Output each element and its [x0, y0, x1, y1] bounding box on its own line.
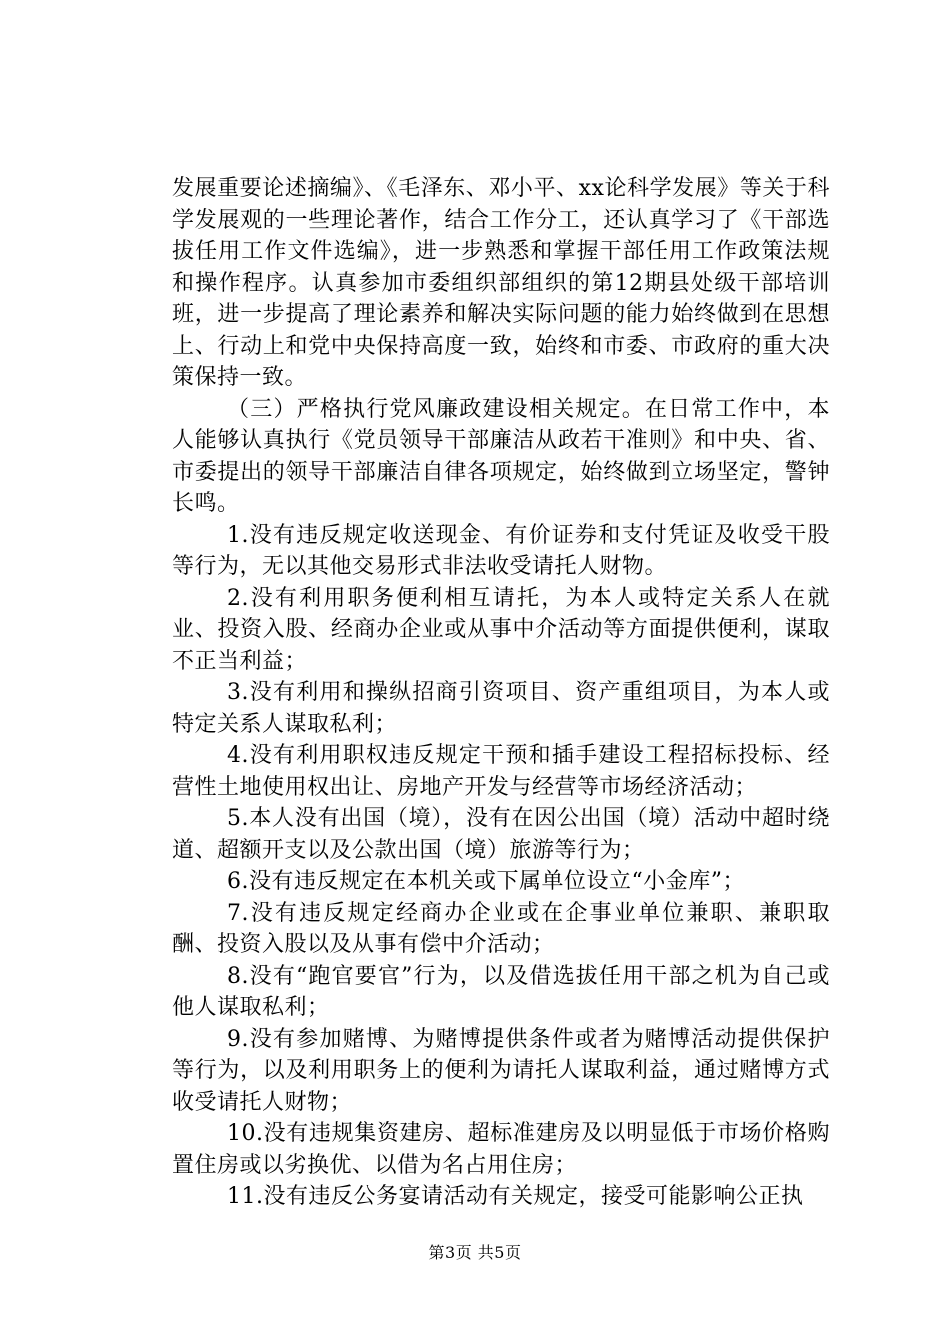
- list-item-8: 8.没有“跑官要官”行为，以及借选拔任用干部之机为自己或他人谋取私利；: [172, 963, 830, 1020]
- page-footer: 第3页 共5页: [428, 1243, 522, 1262]
- list-item-10: 10.没有违规集资建房、超标准建房及以明显低于市场价格购置住房或以劣换优、以借为名占用住房；: [172, 1121, 830, 1178]
- list-item-7: 7.没有违反规定经商办企业或在企事业单位兼职、兼职取酬、投资入股以及从事有偿中介活动；: [172, 900, 830, 957]
- list-item-3: 3.没有利用和操纵招商引资项目、资产重组项目，为本人或特定关系人谋取私利；: [172, 680, 830, 737]
- list-item-6: 6.没有违反规定在本机关或下属单位设立“小金库”；: [227, 869, 745, 894]
- body-text: [172, 173, 830, 1213]
- list-item-2: 2.没有利用职务便利相互请托，为本人或特定关系人在就业、投资入股、经商办企业或从事中介活动等方面提供便利，谋取不正当利益；: [172, 585, 830, 674]
- list-item-4: 4.没有利用职权违反规定干预和插手建设工程招标投标、经营性土地使用权出让、房地产开发与经营等市场经济活动；: [172, 743, 830, 800]
- list-item-9: 9.没有参加赌博、为赌博提供条件或者为赌博活动提供保护等行为，以及利用职务上的便利为请托人谋取利益，通过赌博方式收受请托人财物；: [172, 1026, 830, 1115]
- paragraph-section-3: （三）严格执行党风廉政建设相关规定。在日常工作中，本人能够认真执行《党员领导干部廉洁从政若干准则》和中央、省、市委提出的领导干部廉洁自律各项规定，始终做到立场坚定，警钟长鸣。: [172, 396, 830, 516]
- list-item-5: 5.本人没有出国（境），没有在因公出国（境）活动中超时绕道、超额开支以及公款出国（境）旅游等行为；: [172, 806, 830, 863]
- list-item-11: 11.没有违反公务宴请活动有关规定，接受可能影响公正执: [227, 1184, 804, 1209]
- paragraph-continuation: 发展重要论述摘编》、《毛泽东、邓小平、xx论科学发展》等关于科学发展观的一些理论著作，结合工作分工，还认真学习了《干部选拔任用工作文件选编》，进一步熟悉和掌握干部任用工作政策法规和操作程序。认真参加市委组织部组织的第12期县处级干部培训班，进一步提高了理论素养和解决实际问题的能力始终做到在思想上、行动上和党中央保持高度一致，始终和市委、市政府的重大决策保持一致。: [172, 176, 830, 390]
- list-item-1: 1.没有违反规定收送现金、有价证券和支付凭证及收受干股等行为，无以其他交易形式非法收受请托人财物。: [172, 522, 830, 579]
